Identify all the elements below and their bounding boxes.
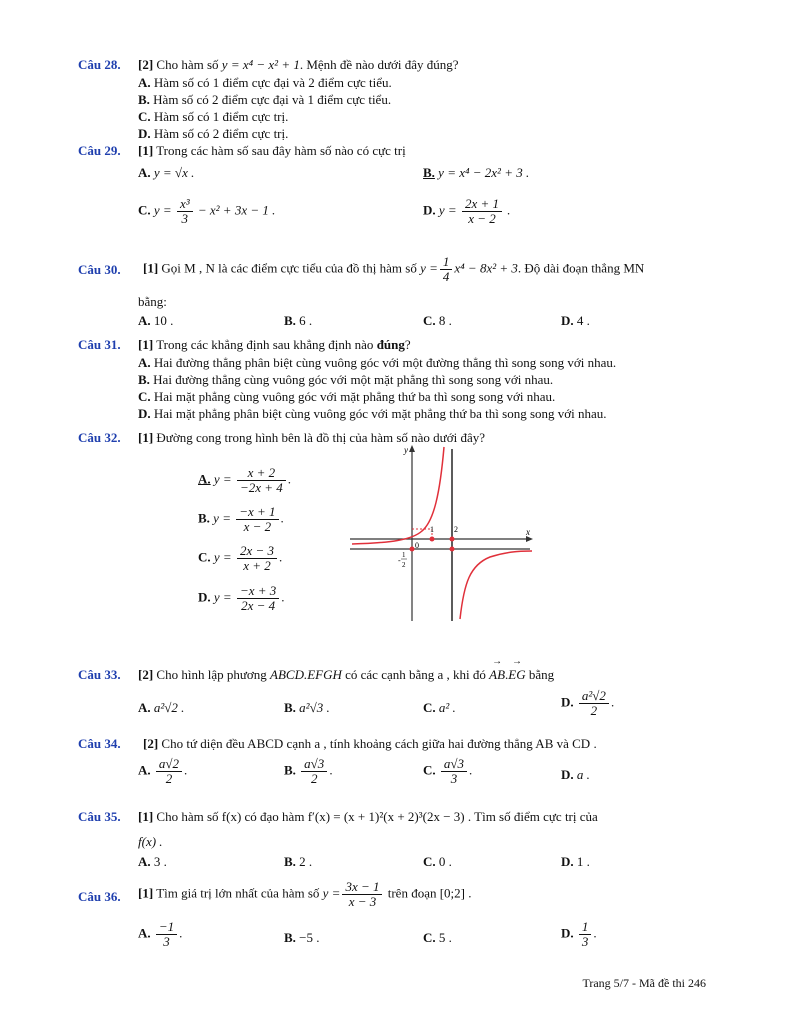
q32-option-b: B. y = $\frac{-x + 1}{x - 2}$ . [198,504,284,534]
y-label: y [404,445,408,455]
q36-stem: [1] Tìm giá trị lớn nhất của hàm số y = $\frac{3x - 1}{x - 3}$ trên đoạn [0;2] . [138,879,472,909]
q31-option-a: A. Hai đường thẳng phân biệt cùng vuông góc với một đường thẳng thì song song với nhau. [138,355,617,370]
q28-stem: [2] Cho hàm số y = x⁴ − x² + 1. Mệnh đề nào dưới đây đúng? [138,57,459,72]
q30-option-d: D. 4 . [561,313,590,328]
q34-stem: [2] Cho tứ diện đều ABCD cạnh a , tính khoảng cách giữa hai đường thẳng AB và CD . [143,736,597,751]
q35-option-c: C. 0 . [423,854,452,869]
x-label: x [526,527,530,537]
q34-number: Câu 34. [78,736,121,751]
q33-option-b: B. a²√3 . [284,700,330,715]
q36-option-a: A. $\frac{-1}{3}$ . [138,919,183,949]
q30-option-b: B. 6 . [284,313,313,328]
q36-number: Câu 36. [78,889,121,904]
q33-option-c: C. a² . [423,700,456,715]
q31-option-d: D. Hai mặt phẳng phân biệt cùng vuông góc với mặt phẳng thứ ba thì song song với nhau. [138,406,607,421]
q33-option-d: D. $\frac{\text{a²√2}}{2}$ . [561,688,615,718]
q36-option-d: D. $\frac{1}{3}$ . [561,919,597,949]
q30-stem-cont: bằng: [138,294,167,309]
q35-option-d: D. 1 . [561,854,590,869]
q28-number: Câu 28. [78,57,121,72]
q28-option-d: D. Hàm số có 2 điểm cực trị. [138,126,289,141]
point-y-intercept [410,547,415,552]
q32-stem: [1] Đường cong trong hình bên là đồ thị của hàm số nào dưới đây? [138,430,486,445]
q32-option-a: A. y = $\frac{x + 2}{-2x + 4}$ . [198,465,292,495]
point-x1 [430,537,435,542]
q33-stem: [2] Cho hình lập phương ABCD.EFGH có các cạnh bằng a , khi đó → AB.→ EG bằng [138,667,554,683]
q29-stem: [1] Trong các hàm số sau đây hàm số nào có cực trị [138,143,406,158]
q28-option-a: A. Hàm số có 1 điểm cực đại và 2 điểm cực tiểu. [138,75,392,90]
q30-option-a: A. 10 . [138,313,174,328]
q33-option-a: A. a²√2 . [138,700,185,715]
q31-option-b: B. Hai đường thẳng cùng vuông góc với một mặt phẳng thì song song với nhau. [138,372,554,387]
q34-option-a: A. $\frac{a√2}{2}$ . [138,756,188,786]
q32-option-d: D. y = $\frac{-x + 3}{2x - 4}$ . [198,583,285,613]
point-asymptote-cross [450,547,455,552]
q29-option-a: A. y = √x . [138,165,195,180]
q35-option-a: A. 3 . [138,854,167,869]
y-axis-arrow [409,445,415,452]
q32-graph [350,443,535,623]
q35-stem-cont: f(x) . [138,834,163,849]
q29-number: Câu 29. [78,143,121,158]
page-footer: Trang 5/7 - Mã đề thi 246 [582,976,706,990]
q33-number: Câu 33. [78,667,121,682]
q29-option-d: D. y = $\frac{2x + 1}{x - 2}$ . [423,196,511,226]
half-den: 2 [402,561,406,569]
q36-option-b: B. −5 . [284,930,320,945]
q30-option-c: C. 8 . [423,313,452,328]
q28-option-c: C. Hàm số có 1 điểm cực trị. [138,109,289,124]
q31-number: Câu 31. [78,337,121,352]
tick-1: 1 [430,525,434,534]
q36-option-c: C. 5 . [423,930,452,945]
q32-option-c: C. y = $\frac{2x - 3}{x + 2}$ . [198,543,283,573]
q28-option-b: B. Hàm số có 2 điểm cực đại và 1 điểm cực tiểu. [138,92,392,107]
tick-2: 2 [454,525,458,534]
q32-number: Câu 32. [78,430,121,445]
origin-label: 0 [415,541,419,550]
q34-option-c: C. $\frac{a√3}{3}$ . [423,756,473,786]
q35-number: Câu 35. [78,809,121,824]
half-num: 1 [402,551,406,559]
q34-option-b: B. $\frac{a√3}{2}$ . [284,756,333,786]
q30-stem: [1] Gọi M , N là các điểm cực tiểu của đồ thị hàm số y = $\frac{1}{4}$ x⁴ − 8x² + 3. Độ dài đoạn thẳng MN [143,254,645,284]
q35-option-b: B. 2 . [284,854,313,869]
curve-right-branch [460,551,532,619]
q30-number: Câu 30. [78,262,121,277]
point-x2 [450,537,455,542]
q29-option-b: B. y = x⁴ − 2x² + 3 . [423,165,530,180]
q29-option-c: C. y = $\frac{\text{x³}}{3}$ − x² + 3x − 1 . [138,196,276,226]
q35-stem: [1] Cho hàm số f(x) có đạo hàm f′(x) = (x + 1)²(x + 2)³(2x − 3) . Tìm số điểm cực trị của [138,809,598,824]
q34-option-d: D. a . [561,767,590,782]
q31-stem: [1] Trong các khẳng định sau khẳng định nào đúng? [138,337,411,352]
q31-option-c: C. Hai mặt phẳng cùng vuông góc với mặt phẳng thứ ba thì song song với nhau. [138,389,556,404]
half-minus: - [398,556,401,565]
